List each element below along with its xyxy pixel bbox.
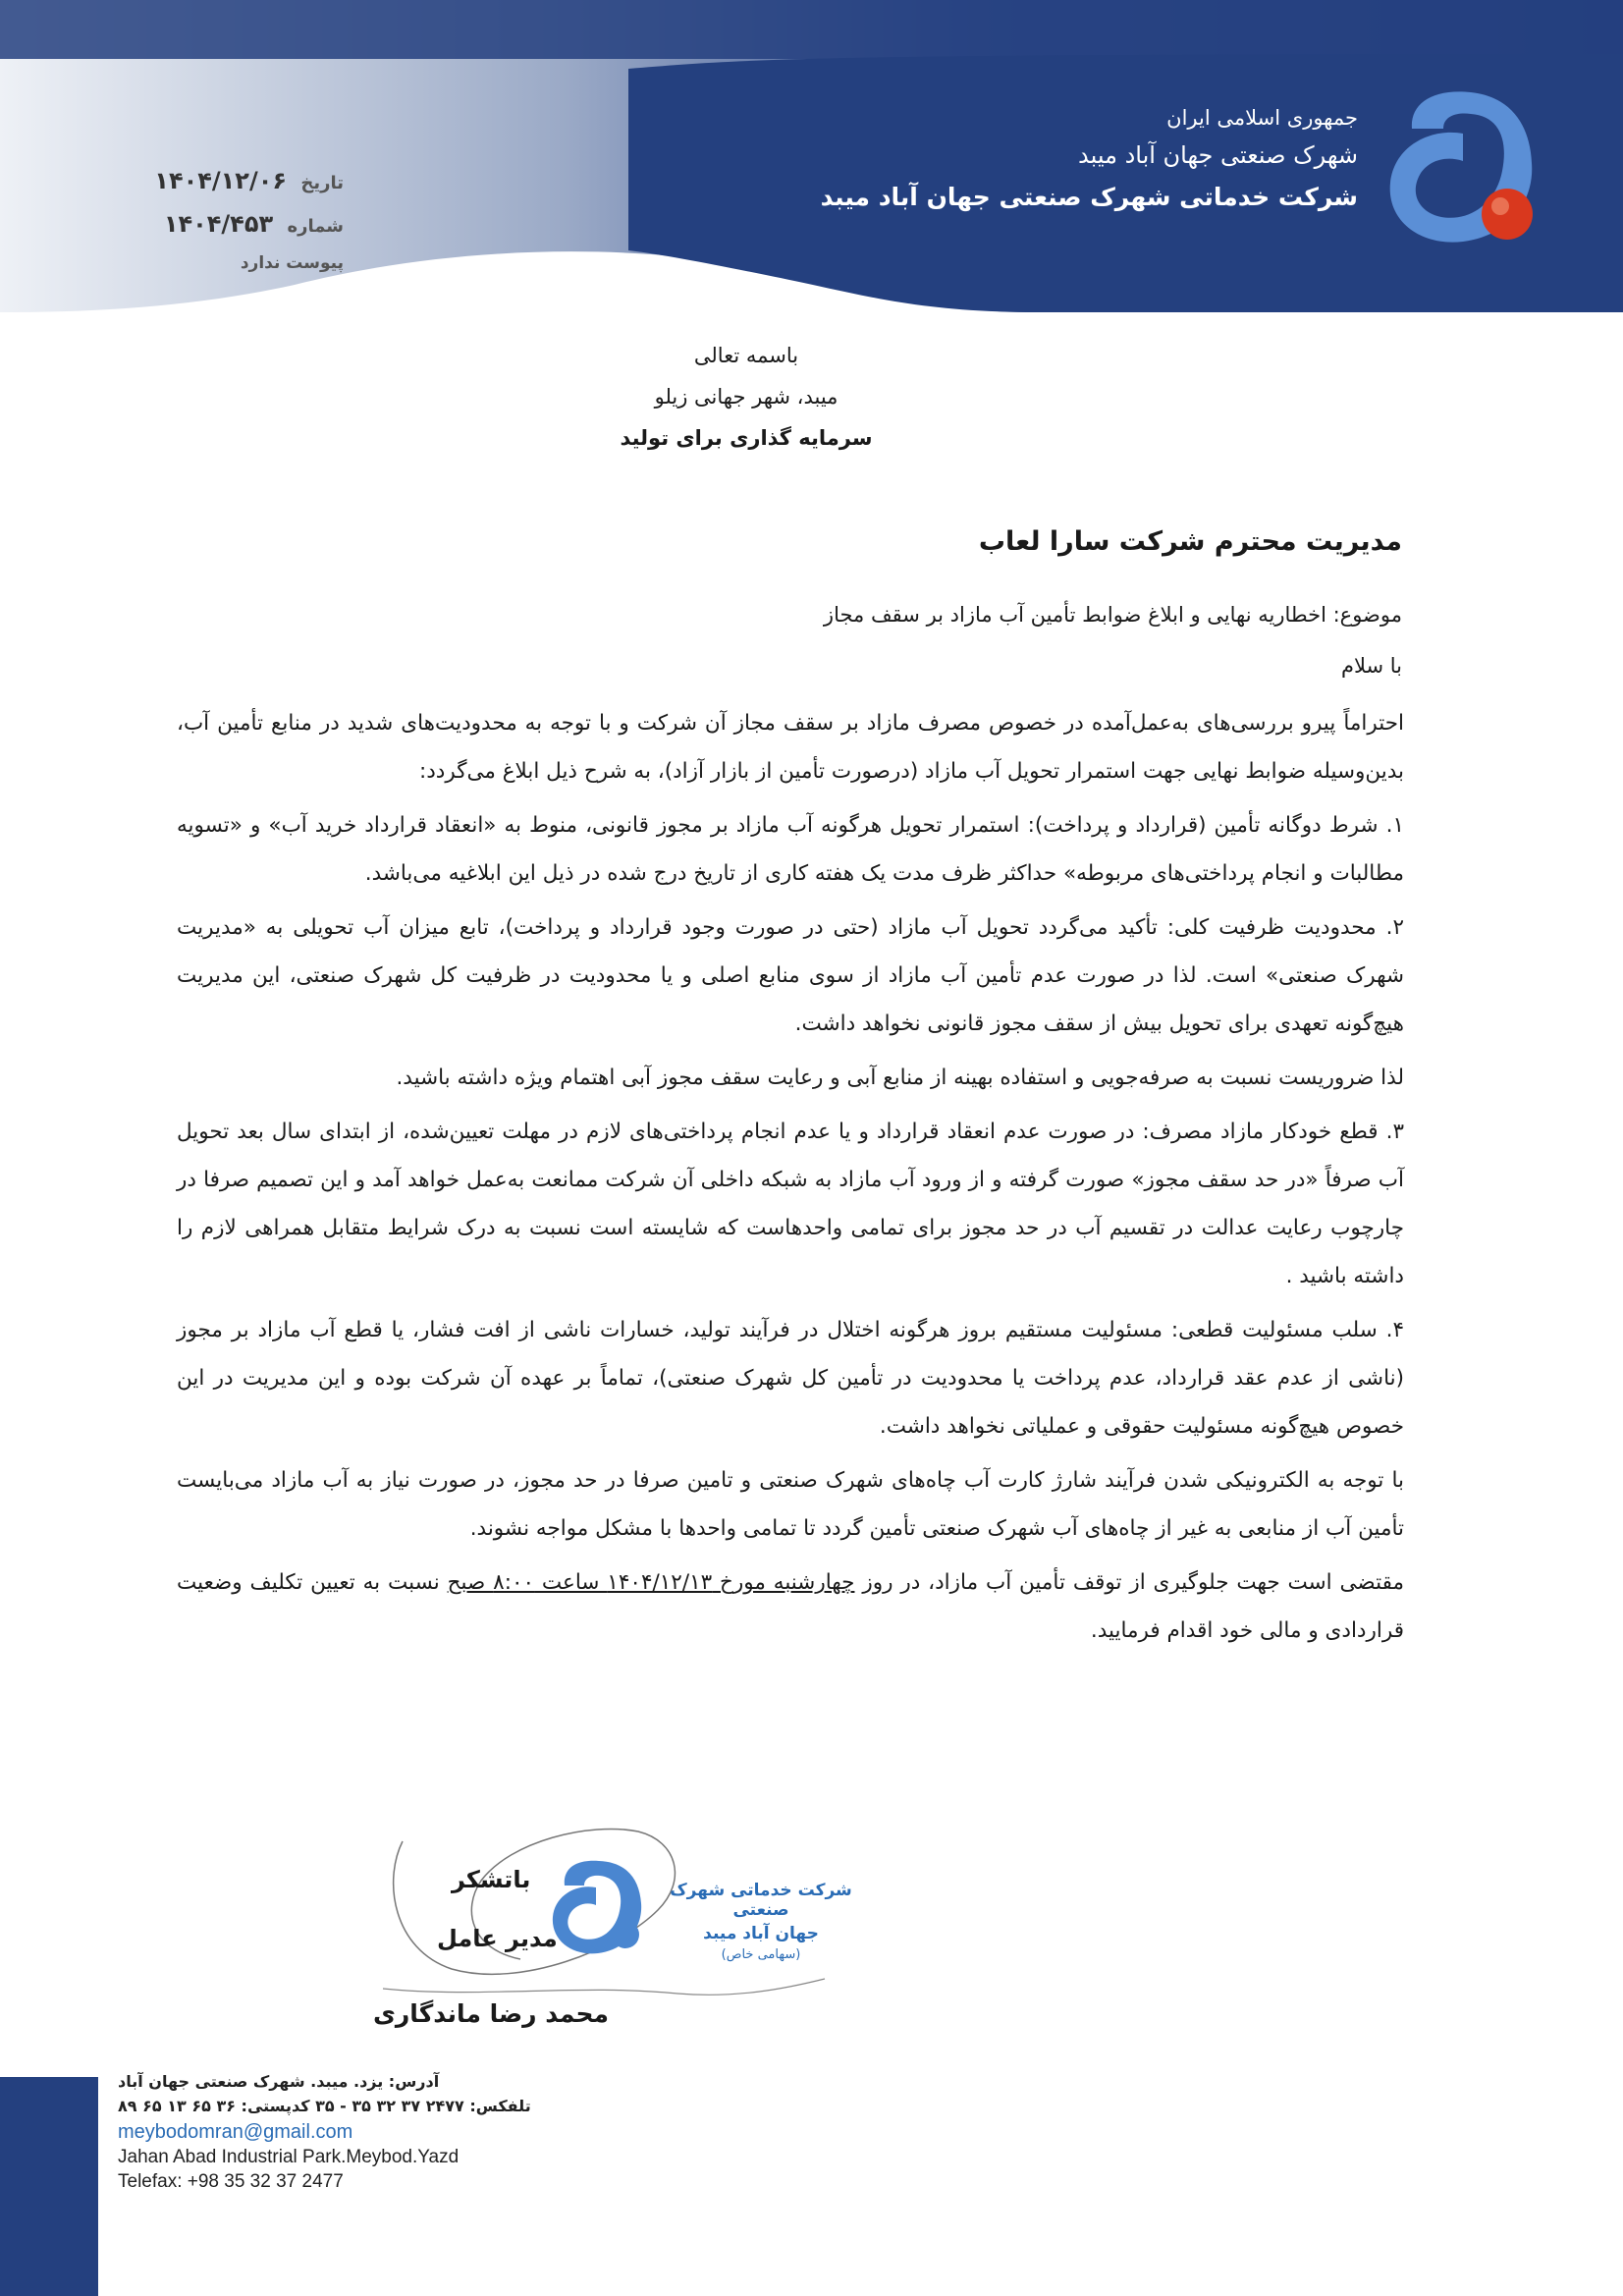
signature-title: مدیر عامل bbox=[437, 1925, 558, 1952]
attachment-row bbox=[137, 253, 344, 273]
stamp-logo-icon bbox=[545, 1856, 648, 1959]
date-value: ۱۴۰۴/۱۲/۰۶ bbox=[154, 167, 288, 194]
final-before: مقتضی است جهت جلوگیری از توقف تأمین آب مازاد، در روز bbox=[854, 1570, 1404, 1595]
park-name: شهرک صنعتی جهان آباد میبد bbox=[1078, 141, 1358, 169]
number-label: شماره bbox=[287, 216, 344, 237]
attachment-label: پیوست bbox=[286, 253, 344, 273]
date-row bbox=[137, 167, 344, 194]
paragraph-item-2: ۲. محدودیت ظرفیت کلی: تأکید می‌گردد تحویل آب مازاد (حتی در صورت وجود قرارداد و پرداخت)، تابع میزان آب تحویلی به «مدیریت شهرک صنعتی» است. لذا در صورت عدم تأمین آب مازاد از سوی منابع اصلی و یا محدودیت در ظرفیت کل شهرک صنعتی، این مدیریت هیچ‌گونه تعهدی برای تحویل بیش از سقف مجوز قانونی نخواهد داشت. bbox=[177, 915, 1404, 1036]
footer-address-fa: آدرس: یزد. میبد. شهرک صنعتی جهان آباد bbox=[118, 2072, 440, 2091]
number-value: ۱۴۰۴/۴۵۳ bbox=[163, 210, 274, 238]
final-after: نسبت به تعیین تکلیف وضعیت قراردادی و مالی خود اقدام فرمایید. bbox=[177, 1570, 1404, 1643]
motto-city: میبد، شهر جهانی زیلو bbox=[654, 385, 839, 409]
country-name: جمهوری اسلامی ایران bbox=[1166, 106, 1358, 130]
paragraph-item-3: ۳. قطع خودکار مازاد مصرف: در صورت عدم انعقاد قرارداد و یا عدم انجام پرداختی‌های لازم در مهلت تعیین‌شده، از ابتدای سال بعد تحویل آب صرفاً «در حد سقف مجوز» صورت گرفته و از ورود آب مازاد به شبکه داخلی آن شرکت ممانعت به‌عمل خواهد آمد و این تصمیم صرفا در چارچوب رعایت عدالت در تقسیم آب در حد مجوز برای تمامی واحدهاست که شایسته است نسبت به درک شرایط متقابل همراهی لازم را داشته باشید . bbox=[177, 1120, 1404, 1288]
letter-heading bbox=[530, 344, 962, 467]
company-name: شرکت خدماتی شهرک صنعتی جهان آباد میبد bbox=[820, 183, 1358, 211]
header-org-lines bbox=[730, 106, 1358, 211]
paragraph-intro: احتراماً پیرو بررسی‌های به‌عمل‌آمده در خصوص مصرف مازاد بر سقف مجاز آن شرکت و با توجه به محدودیت‌های شدید در منابع تأمین آب، بدین‌وسیله ضوابط نهایی جهت استمرار تحویل آب مازاد (درصورت تأمین از بازار آزاد)، به شرح ذیل ابلاغ می‌گردد: bbox=[177, 711, 1404, 784]
attachment-value: ندارد bbox=[240, 253, 281, 273]
letter-meta bbox=[137, 167, 344, 289]
subject-line: موضوع: اخطاریه نهایی و ابلاغ ضوابط تأمین آب مازاد بر سقف مجاز bbox=[823, 603, 1402, 627]
greeting: با سلام bbox=[1340, 654, 1402, 678]
paragraph-electronic: با توجه به الکترونیکی شدن فرآیند شارژ کارت آب چاه‌های شهرک صنعتی و تامین صرفا در حد مجوز، در صورت نیاز به آب مازاد می‌بایست تأمین آب از منابعی به غیر از چاه‌های آب شهرک صنعتی تأمین گردد تا تمامی واحدها با مشکل مواجه نشوند. bbox=[177, 1468, 1404, 1541]
date-label: تاریخ bbox=[300, 173, 344, 193]
footer-contact bbox=[118, 2072, 609, 2196]
footer-phone-fa: تلفکس: ۲۴۷۷ ۳۷ ۳۲ ۳۵ - ۳۵ کدپستی: ۳۶ ۶۵ ۱۳ ۶۵ ۸۹ bbox=[118, 2097, 531, 2115]
basmala: باسمه تعالی bbox=[693, 344, 799, 367]
stamp-line-3: (سهامی خاص) bbox=[721, 1947, 801, 1962]
motto-investment: سرمایه گذاری برای تولید bbox=[620, 426, 873, 450]
signature-thanks: باتشکر bbox=[452, 1866, 531, 1893]
footer-accent-bar bbox=[0, 2077, 98, 2296]
company-stamp bbox=[648, 1881, 874, 1966]
letter-body bbox=[177, 699, 1404, 1661]
final-deadline: چهارشنبه مورخ ۱۴۰۴/۱۲/۱۳ ساعت ۸:۰۰ صبح bbox=[447, 1570, 855, 1595]
paragraph-final bbox=[177, 1558, 1404, 1655]
stamp-line-2: جهان آباد میبد bbox=[703, 1924, 819, 1943]
stamp-line-1: شرکت خدماتی شهرک صنعتی bbox=[670, 1881, 852, 1920]
footer-address-en: Jahan Abad Industrial Park.Meybod.Yazd bbox=[118, 2147, 460, 2167]
number-row bbox=[137, 210, 344, 238]
paragraph-note: لذا ضروریست نسبت به صرفه‌جویی و استفاده بهینه از منابع آبی و رعایت سقف مجوز آبی اهتمام ویژه داشته باشید. bbox=[396, 1066, 1404, 1090]
paragraph-item-1: ۱. شرط دوگانه تأمین (قرارداد و پرداخت): استمرار تحویل هرگونه آب مازاد بر مجوز قانونی، منوط به «انعقاد قرارداد خرید آب» و «تسویه مطالبات و انجام پرداختی‌های مربوطه» حداکثر ظرف مدت یک هفته کاری از تاریخ درج شده در ذیل این ابلاغیه می‌باشد. bbox=[177, 813, 1404, 886]
company-logo-icon bbox=[1373, 84, 1544, 251]
signatory-name: محمد رضا ماندگاری bbox=[373, 1999, 609, 2028]
footer-telefax-en: Telefax: +98 35 32 37 2477 bbox=[118, 2171, 344, 2192]
paragraph-item-4: ۴. سلب مسئولیت قطعی: مسئولیت مستقیم بروز هرگونه اختلال در فرآیند تولید، خسارات ناشی از افت فشار، یا قطع آب مازاد بر مجوز (ناشی از عدم عقد قرارداد، عدم پرداخت یا محدودیت در تأمین کل شهرک صنعتی)، تماماً بر عهده آن شرکت بوده و این مدیریت در این خصوص هیچ‌گونه مسئولیت حقوقی و عملیاتی نخواهد داشت. bbox=[177, 1318, 1404, 1439]
footer-email[interactable]: meybodomran@gmail.com bbox=[118, 2121, 353, 2143]
recipient: مدیریت محترم شرکت سارا لعاب bbox=[978, 526, 1402, 557]
